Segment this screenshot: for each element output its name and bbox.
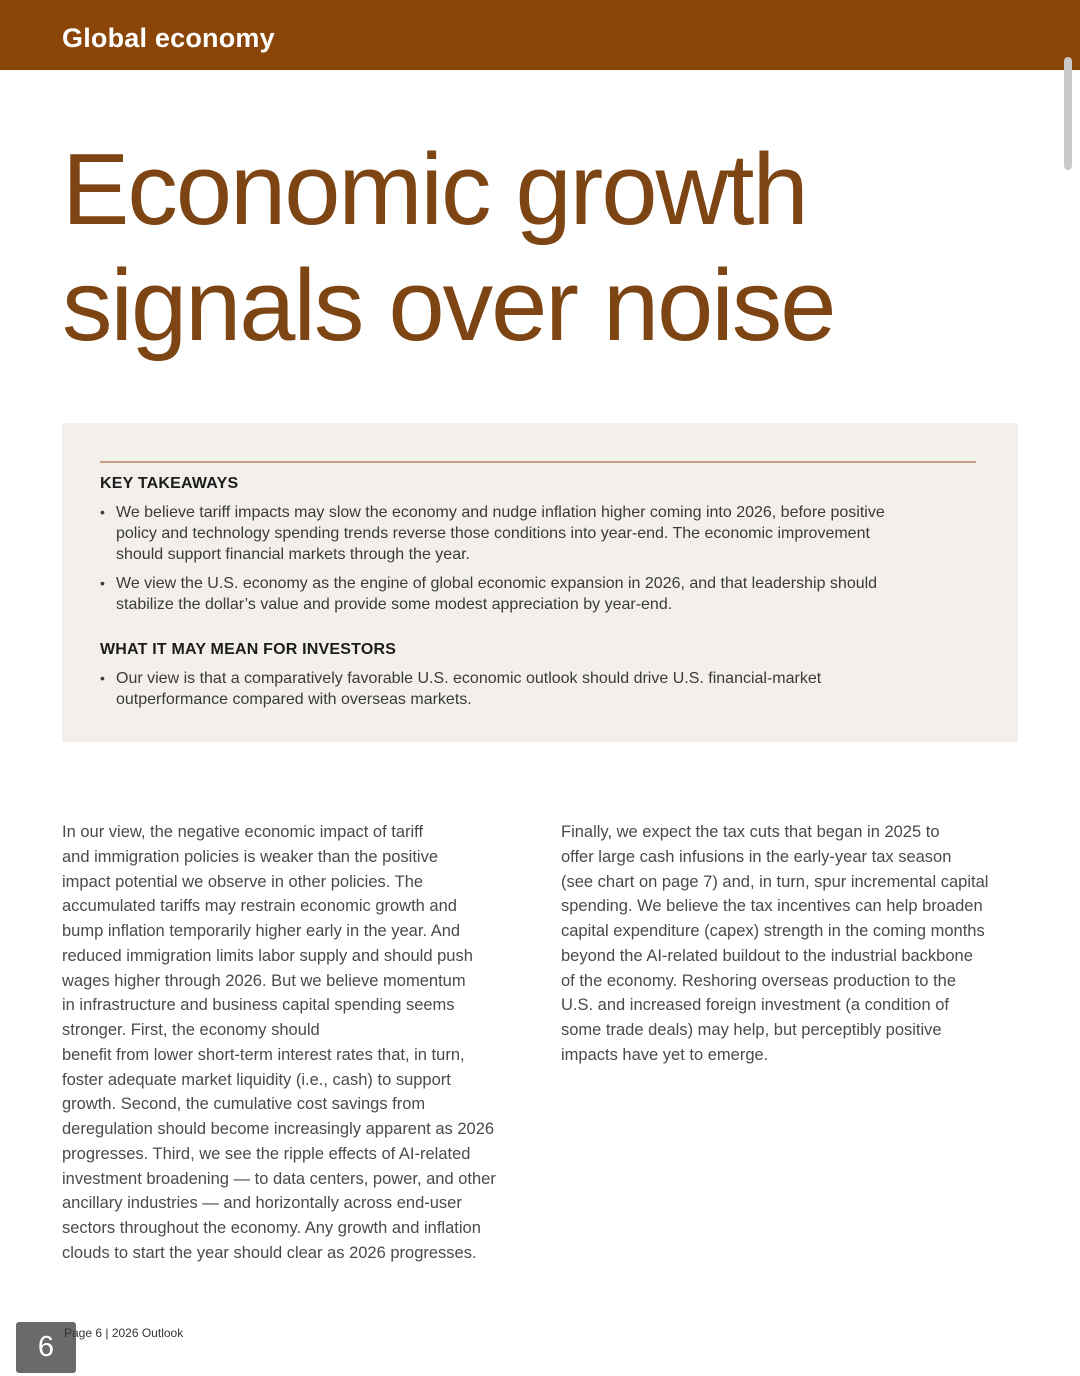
body-line: clouds to start the year should clear as 2026 progresses. (62, 1243, 477, 1262)
body-line: sectors throughout the economy. Any growth and inflation (62, 1219, 481, 1237)
page-footer-label: Page 6 | 2026 Outlook (64, 1326, 184, 1340)
body-line: impacts have yet to emerge. (561, 1045, 769, 1064)
investor-item (100, 668, 960, 710)
body-line: impact potential we observe in other policies. The (62, 872, 424, 891)
body-line: benefit from lower short-term interest rates that, in turn, (62, 1045, 465, 1064)
bullet-icon: • (100, 504, 105, 520)
body-line: accumulated tariffs may restrain economic growth and (62, 897, 457, 916)
body-line: Finally, we expect the tax cuts that began in 2025 to (561, 823, 940, 841)
investor-line: Our view is that a comparatively favorable U.S. economic outlook should drive U.S. financial-market (116, 670, 822, 687)
body-line: progresses. Third, we see the ripple effects of AI-related (62, 1144, 471, 1163)
bullet-icon: • (100, 575, 105, 591)
body-line: some trade deals) may help, but perceptibly positive (561, 1021, 942, 1039)
body-line: bump inflation temporarily higher early in the year. And (62, 922, 461, 940)
body-line: in infrastructure and business capital spending seems (62, 996, 455, 1015)
takeaway-line: policy and technology spending trends reverse those conditions into year-end. The economic improvement (116, 525, 870, 542)
body-line: U.S. and increased foreign investment (a condition of (561, 996, 949, 1015)
body-line: wages higher through 2026. But we believe momentum (62, 971, 466, 990)
body-line: deregulation should become increasingly apparent as 2026 (62, 1120, 495, 1138)
body-line: foster adequate market liquidity (i.e., cash) to support (62, 1070, 451, 1089)
body-line: of the economy. Reshoring overseas production to the (561, 971, 957, 990)
investors-heading: WHAT IT MAY MEAN FOR INVESTORS (100, 641, 397, 658)
takeaway-line: should support financial markets through the year. (116, 546, 470, 563)
body-line: (see chart on page 7) and, in turn, spur incremental capital (561, 872, 989, 891)
section-title: Global economy (62, 23, 275, 53)
body-line: beyond the AI-related buildout to the industrial backbone (561, 946, 973, 965)
takeaways-divider (100, 461, 976, 463)
key-takeaways-list (100, 502, 960, 623)
body-line: offer large cash infusions in the early-year tax season (561, 847, 952, 866)
investors-list (100, 668, 960, 718)
body-line: stronger. First, the economy should (62, 1021, 320, 1039)
takeaway-item (100, 502, 960, 565)
body-column-left (62, 820, 532, 1266)
body-line: In our view, the negative economic impact of tariff (62, 823, 424, 841)
body-line: growth. Second, the cumulative cost savings from (62, 1095, 426, 1114)
page-title-line-1: Economic growth (62, 134, 807, 246)
investor-line: outperformance compared with overseas markets. (116, 691, 472, 708)
takeaway-line: We believe tariff impacts may slow the economy and nudge inflation higher coming into 2026, before positive (116, 504, 885, 521)
body-line: spending. We believe the tax incentives can help broaden (561, 897, 983, 916)
takeaway-line: stabilize the dollar’s value and provide some modest appreciation by year-end. (116, 596, 673, 613)
page-title (62, 132, 862, 364)
body-line: reduced immigration limits labor supply and should push (62, 946, 473, 965)
body-line: capital expenditure (capex) strength in the coming months (561, 922, 985, 940)
takeaway-item (100, 573, 960, 615)
bullet-icon: • (100, 670, 105, 686)
takeaway-line: We view the U.S. economy as the engine of global economic expansion in 2026, and that leadership should (116, 575, 878, 592)
body-line: ancillary industries — and horizontally across end-user (62, 1194, 462, 1213)
key-takeaways-heading: KEY TAKEAWAYS (100, 475, 239, 492)
body-column-right (561, 820, 1021, 1068)
key-takeaways-box (62, 423, 1018, 742)
section-header-bar (0, 0, 1080, 70)
body-line: and immigration policies is weaker than the positive (62, 847, 439, 866)
body-line: investment broadening — to data centers, power, and other (62, 1169, 496, 1188)
page-number-badge[interactable]: 6 (16, 1322, 76, 1373)
scrollbar-thumb[interactable] (1064, 57, 1072, 170)
page-title-line-2: signals over noise (62, 250, 835, 362)
